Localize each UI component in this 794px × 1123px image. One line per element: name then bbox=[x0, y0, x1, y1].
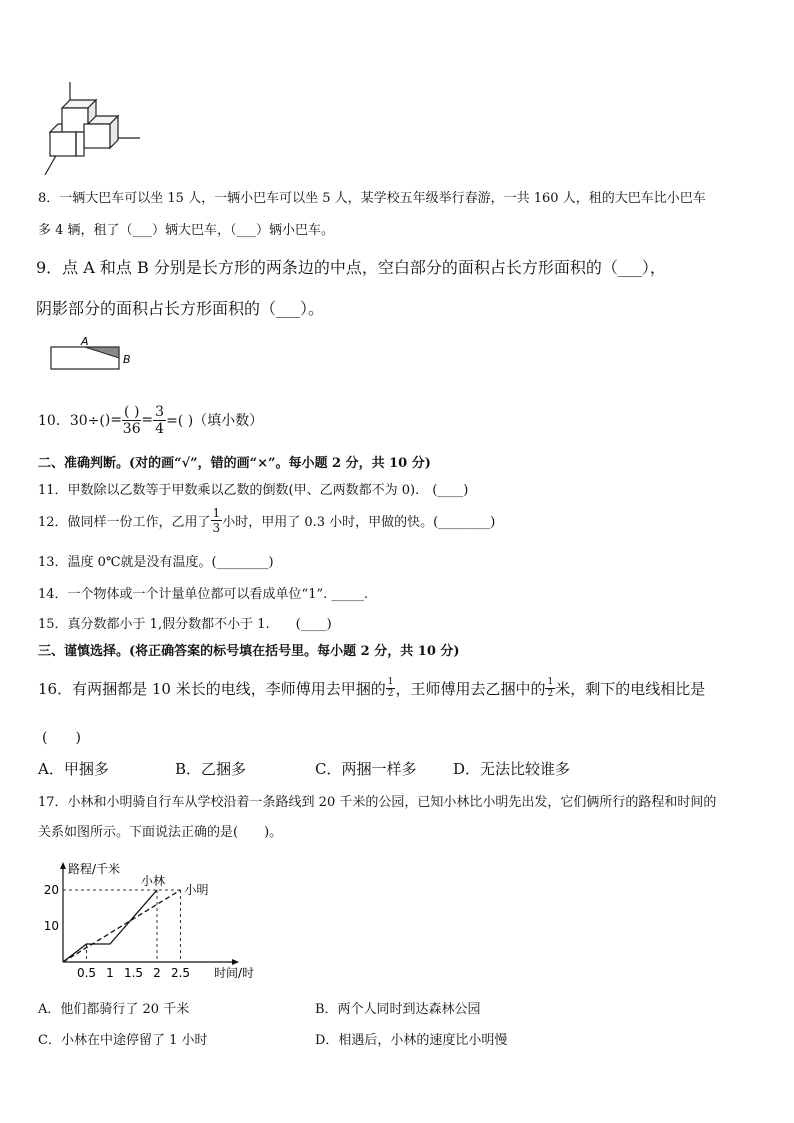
y-axis-arrow bbox=[60, 862, 66, 869]
q10-fraction-2 bbox=[153, 405, 166, 436]
q10-suffix: =( )（填小数） bbox=[166, 413, 264, 429]
q16-option-b: B．乙捆多 bbox=[175, 760, 247, 778]
question-10 bbox=[38, 400, 263, 440]
question-13: 13．温度 0℃就是没有温度。(________) bbox=[38, 555, 274, 570]
series-label-xiaolin: 小林 bbox=[141, 874, 166, 888]
section-2-heading: 二、准确判断。(对的画“√”，错的画“×”。每小题 2 分，共 10 分) bbox=[38, 456, 431, 471]
section-3-heading: 三、谨慎选择。(将正确答案的标号填在括号里。每小题 2 分，共 10 分) bbox=[38, 644, 460, 659]
question-12 bbox=[38, 502, 495, 538]
q17-option-b: B．两个人同时到达森林公园 bbox=[315, 1002, 481, 1017]
q10-prefix: 10．30÷( bbox=[38, 413, 105, 429]
rectangle-figure bbox=[48, 335, 140, 375]
question-14: 14．一个物体或一个计量单位都可以看成单位“1”. _____. bbox=[38, 587, 369, 602]
question-16 bbox=[38, 670, 705, 706]
y-axis-label: 路程/千米 bbox=[68, 862, 121, 876]
q17-option-d: D．相遇后，小林的速度比小明慢 bbox=[315, 1033, 508, 1048]
y-tick-label: 20 bbox=[43, 883, 59, 897]
x-tick-label: 2 bbox=[153, 966, 161, 980]
series-line-xiaoming bbox=[63, 890, 181, 962]
x-tick-label: 1.5 bbox=[123, 966, 144, 980]
x-tick-label: 1 bbox=[106, 966, 114, 980]
x-axis-arrow bbox=[232, 959, 239, 965]
point-b-label: B bbox=[123, 353, 131, 366]
series-label-xiaoming: 小明 bbox=[184, 883, 209, 897]
q16-part-3: 米，剩下的电线相比是 bbox=[555, 679, 706, 698]
q16-fraction-2 bbox=[545, 678, 555, 699]
question-9-line-2: 阴影部分的面积占长方形面积的（___）。 bbox=[36, 299, 325, 318]
q16-frac2-numerator: 1 bbox=[547, 676, 554, 687]
point-a-label: A bbox=[81, 335, 89, 348]
distance-time-chart bbox=[30, 860, 290, 985]
q10-frac1-denominator: 36 bbox=[122, 420, 141, 437]
question-11: 11．甲数除以乙数等于甲数乘以乙数的倒数(甲、乙两数都不为 0). (____) bbox=[38, 483, 469, 498]
q17-option-c: C．小林在中途停留了 1 小时 bbox=[38, 1033, 208, 1048]
q12-frac-numerator: 1 bbox=[212, 505, 221, 520]
q16-part-1: 16．有两捆都是 10 米长的电线，李师傅用去甲捆的 bbox=[38, 679, 386, 698]
question-8-line-1: 8．一辆大巴车可以坐 15 人，一辆小巴车可以坐 5 人，某学校五年级举行春游，一共 160 人，租的大巴车比小巴车 bbox=[38, 191, 706, 206]
q12-fraction bbox=[211, 507, 223, 534]
q16-frac1-numerator: 1 bbox=[387, 676, 394, 687]
question-15: 15．真分数都小于 1,假分数都不小于 1. (____) bbox=[38, 617, 332, 632]
question-17-line-1: 17．小林和小明骑自行车从学校沿着一条路线到 20 千米的公园，已知小林比小明先出发，它们俩所行的路程和时间的 bbox=[38, 795, 717, 810]
q16-fraction-1 bbox=[386, 678, 396, 699]
q12-text-before: 12．做同样一份工作，乙用了 bbox=[38, 514, 211, 530]
question-17-line-2: 关系如图所示。下面说法正确的是( )。 bbox=[38, 825, 283, 840]
q10-frac2-numerator: 3 bbox=[155, 403, 165, 420]
x-tick-label: 0.5 bbox=[76, 966, 97, 980]
q10-fraction-1 bbox=[122, 405, 141, 436]
series-line-xiaolin bbox=[63, 890, 157, 962]
x-axis-label: 时间/时 bbox=[214, 966, 255, 980]
q17-option-a: A．他们都骑行了 20 千米 bbox=[38, 1002, 190, 1017]
q10-eq1: )= bbox=[104, 412, 123, 428]
q16-option-c: C．两捆一样多 bbox=[315, 760, 417, 778]
q16-answer-paren: ( ) bbox=[42, 730, 81, 746]
q12-text-after: 小时，甲用了 0.3 小时，甲做的快。(________) bbox=[222, 514, 496, 530]
cube-stack-figure bbox=[40, 80, 150, 180]
q16-frac2-denominator: 2 bbox=[547, 688, 554, 699]
y-tick-label: 10 bbox=[43, 919, 59, 933]
q16-part-2: ，王师傅用去乙捆中的 bbox=[395, 679, 546, 698]
q16-frac1-denominator: 2 bbox=[387, 688, 394, 699]
q12-frac-denominator: 3 bbox=[212, 520, 221, 535]
q10-frac1-numerator: ( ) bbox=[124, 403, 140, 420]
q16-option-d: D．无法比较谁多 bbox=[453, 760, 571, 778]
q16-option-a: A．甲捆多 bbox=[38, 760, 109, 778]
question-8-line-2: 多 4 辆，租了（___）辆大巴车，（___）辆小巴车。 bbox=[38, 223, 335, 238]
q10-eq2: = bbox=[141, 412, 154, 428]
question-9-line-1: 9．点 A 和点 B 分别是长方形的两条边的中点，空白部分的面积占长方形面积的（___）， bbox=[36, 258, 666, 277]
x-tick-label: 2.5 bbox=[170, 966, 191, 980]
q10-frac2-denominator: 4 bbox=[155, 420, 165, 437]
